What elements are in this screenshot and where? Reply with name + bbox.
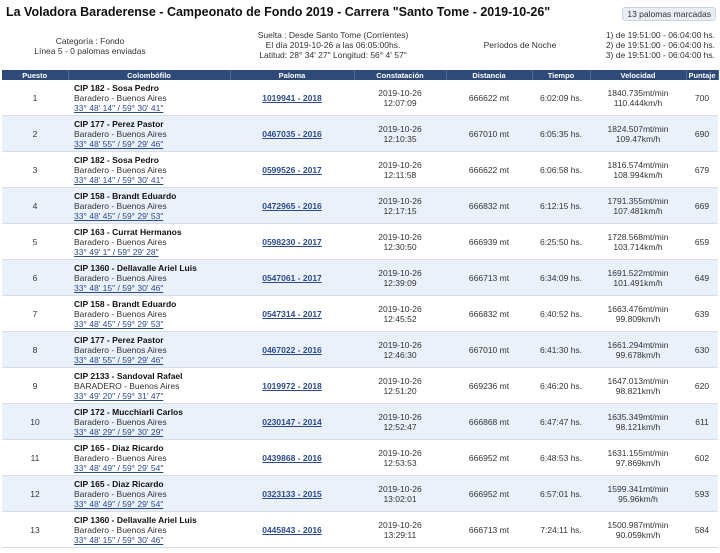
cell-puntaje: 700 xyxy=(686,80,718,116)
cell-constatacion xyxy=(354,224,446,260)
cell-puntaje: 630 xyxy=(686,332,718,368)
pigeon-link[interactable]: 0472965 - 2016 xyxy=(262,200,322,211)
fancier-location: Baradero - Buenos Aires xyxy=(74,92,167,103)
cell-paloma xyxy=(230,224,354,260)
cell-constatacion xyxy=(354,476,446,512)
night-period: 2) de 19:51:00 - 06:04:00 hs. xyxy=(605,40,715,50)
arrival-time: 12:07:09 xyxy=(383,97,417,108)
pigeon-link[interactable]: 1019972 - 2018 xyxy=(262,380,322,391)
arrival-time: 12:30:50 xyxy=(383,241,417,252)
cell-puntaje: 620 xyxy=(686,368,718,404)
speed-km-h: 109.47km/h xyxy=(615,133,661,144)
cell-velocidad xyxy=(590,188,686,224)
fancier-location: Baradero - Buenos Aires xyxy=(74,452,167,463)
cell-colombofilo xyxy=(68,188,230,224)
release-info xyxy=(248,30,418,60)
cell-puesto: 12 xyxy=(2,476,68,512)
arrival-time: 12:39:09 xyxy=(383,277,417,288)
night-periods xyxy=(585,30,715,60)
fancier-name: CIP 182 - Sosa Pedro xyxy=(74,154,159,165)
cell-puntaje: 669 xyxy=(686,188,718,224)
cell-constatacion xyxy=(354,368,446,404)
cell-constatacion xyxy=(354,188,446,224)
fancier-location: Baradero - Buenos Aires xyxy=(74,200,167,211)
pigeon-link[interactable]: 0467022 - 2016 xyxy=(262,344,322,355)
fancier-coords-link[interactable]: 33° 48' 15" / 59° 30' 46" xyxy=(74,534,164,545)
cell-colombofilo xyxy=(68,80,230,116)
cell-colombofilo xyxy=(68,224,230,260)
arrival-time: 12:17:15 xyxy=(383,205,417,216)
marked-count-badge[interactable]: 13 palomas marcadas xyxy=(622,7,716,21)
fancier-coords-link[interactable]: 33° 48' 45" / 59° 29' 53" xyxy=(74,318,164,329)
speed-km-h: 98.121km/h xyxy=(615,421,661,432)
cell-distancia: 666622 mt xyxy=(446,80,532,116)
cell-tiempo: 7:24:11 hs. xyxy=(532,512,590,548)
table-row xyxy=(2,476,718,512)
arrival-date: 2019-10-26 xyxy=(378,87,422,98)
speed-km-h: 110.444km/h xyxy=(613,97,663,108)
fancier-coords-link[interactable]: 33° 48' 55" / 59° 29' 46" xyxy=(74,138,164,149)
fancier-location: Baradero - Buenos Aires xyxy=(74,128,167,139)
arrival-time: 12:46:30 xyxy=(383,349,417,360)
cell-paloma xyxy=(230,332,354,368)
cell-colombofilo xyxy=(68,332,230,368)
cell-puesto: 3 xyxy=(2,152,68,188)
col-header-tiempo[interactable]: Tiempo xyxy=(532,70,590,80)
table-row xyxy=(2,152,718,188)
col-header-puesto[interactable]: Puesto xyxy=(2,70,68,80)
arrival-date: 2019-10-26 xyxy=(378,447,422,458)
cell-velocidad xyxy=(590,296,686,332)
cell-distancia: 666868 mt xyxy=(446,404,532,440)
cell-distancia: 666622 mt xyxy=(446,152,532,188)
table-row xyxy=(2,260,718,296)
release-place: Suelta : Desde Santo Tome (Corrientes) xyxy=(257,30,409,40)
page-title: La Voladora Baraderense - Campeonato de Fondo 2019 - Carrera "Santo Tome - 2019-10-26" xyxy=(6,5,551,19)
fancier-location: Baradero - Buenos Aires xyxy=(74,236,167,247)
arrival-date: 2019-10-26 xyxy=(378,231,422,242)
cell-paloma xyxy=(230,404,354,440)
cell-puesto: 6 xyxy=(2,260,68,296)
cell-paloma xyxy=(230,188,354,224)
arrival-time: 12:45:52 xyxy=(383,313,417,324)
speed-mt-min: 1631.155mt/min xyxy=(607,447,669,458)
arrival-time: 13:29:11 xyxy=(383,529,417,540)
cell-puntaje: 584 xyxy=(686,512,718,548)
col-header-distancia[interactable]: Distancia xyxy=(446,70,532,80)
cell-velocidad xyxy=(590,512,686,548)
arrival-date: 2019-10-26 xyxy=(378,159,422,170)
fancier-coords-link[interactable]: 33° 48' 14" / 59° 30' 41" xyxy=(74,102,164,113)
cell-colombofilo xyxy=(68,404,230,440)
arrival-date: 2019-10-26 xyxy=(378,375,422,386)
cell-colombofilo xyxy=(68,116,230,152)
table-row xyxy=(2,404,718,440)
cell-puesto: 7 xyxy=(2,296,68,332)
category-label: Categoría : Fondo xyxy=(55,36,125,46)
speed-mt-min: 1728.568mt/min xyxy=(607,231,669,242)
arrival-date: 2019-10-26 xyxy=(378,339,422,350)
cell-tiempo: 6:40:52 hs. xyxy=(532,296,590,332)
fancier-location: Baradero - Buenos Aires xyxy=(74,272,167,283)
fancier-name: CIP 177 - Perez Pastor xyxy=(74,334,164,345)
cell-velocidad xyxy=(590,368,686,404)
cell-tiempo: 6:34:09 hs. xyxy=(532,260,590,296)
cell-distancia: 666832 mt xyxy=(446,296,532,332)
pigeon-link[interactable]: 1019941 - 2018 xyxy=(262,92,322,103)
cell-paloma xyxy=(230,512,354,548)
arrival-time: 13:02:01 xyxy=(383,493,417,504)
night-period: 1) de 19:51:00 - 06:04:00 hs. xyxy=(605,30,715,40)
night-periods-label: Períodos de Noche xyxy=(483,40,557,50)
arrival-date: 2019-10-26 xyxy=(378,411,422,422)
cell-constatacion xyxy=(354,512,446,548)
cell-tiempo: 6:25:50 hs. xyxy=(532,224,590,260)
cell-distancia: 666939 mt xyxy=(446,224,532,260)
fancier-name: CIP 158 - Brandt Eduardo xyxy=(74,190,177,201)
cell-puesto: 13 xyxy=(2,512,68,548)
pigeon-link[interactable]: 0598230 - 2017 xyxy=(262,236,322,247)
pigeon-link[interactable]: 0323133 - 2015 xyxy=(262,488,322,499)
cell-colombofilo xyxy=(68,152,230,188)
fancier-location: Baradero - Buenos Aires xyxy=(74,416,167,427)
results-table xyxy=(2,70,719,548)
night-period: 3) de 19:51:00 - 06:04:00 hs. xyxy=(605,50,715,60)
cell-puesto: 2 xyxy=(2,116,68,152)
pigeon-link[interactable]: 0599526 - 2017 xyxy=(262,164,322,175)
table-header-row xyxy=(2,70,718,80)
arrival-date: 2019-10-26 xyxy=(378,195,422,206)
cell-paloma xyxy=(230,260,354,296)
col-header-constatacion[interactable]: Constatación xyxy=(354,70,446,80)
speed-km-h: 108.994km/h xyxy=(613,169,663,180)
cell-paloma xyxy=(230,368,354,404)
fancier-name: CIP 165 - Diaz Ricardo xyxy=(74,442,164,453)
fancier-location: Baradero - Buenos Aires xyxy=(74,524,167,535)
speed-mt-min: 1816.574mt/min xyxy=(607,159,669,170)
cell-colombofilo xyxy=(68,476,230,512)
col-header-colombofilo[interactable]: Colombófilo xyxy=(68,70,230,80)
pigeon-link[interactable]: 0467035 - 2016 xyxy=(262,128,322,139)
cell-puntaje: 602 xyxy=(686,440,718,476)
cell-tiempo: 6:48:53 hs. xyxy=(532,440,590,476)
speed-km-h: 98.821km/h xyxy=(615,385,661,396)
cell-paloma xyxy=(230,152,354,188)
speed-km-h: 103.714km/h xyxy=(613,241,663,252)
cell-puntaje: 593 xyxy=(686,476,718,512)
col-header-velocidad[interactable]: Velocidad xyxy=(590,70,686,80)
speed-km-h: 101.491km/h xyxy=(613,277,663,288)
table-row xyxy=(2,116,718,152)
cell-colombofilo xyxy=(68,296,230,332)
arrival-date: 2019-10-26 xyxy=(378,267,422,278)
cell-colombofilo xyxy=(68,512,230,548)
release-date: El día 2019-10-26 a las 06:05:00hs. xyxy=(265,40,401,50)
speed-km-h: 97.869km/h xyxy=(615,457,661,468)
cell-velocidad xyxy=(590,152,686,188)
fancier-name: CIP 163 - Currat Hermanos xyxy=(74,226,182,237)
fancier-name: CIP 165 - Diaz Ricardo xyxy=(74,478,164,489)
cell-distancia: 669236 mt xyxy=(446,368,532,404)
col-header-puntaje[interactable]: Puntaje xyxy=(686,70,718,80)
speed-mt-min: 1824.507mt/min xyxy=(607,123,669,134)
table-row xyxy=(2,512,718,548)
fancier-name: CIP 1360 - Dellavalle Ariel Luis xyxy=(74,514,197,525)
cell-distancia: 666832 mt xyxy=(446,188,532,224)
arrival-time: 12:11:58 xyxy=(383,169,417,180)
pigeon-link[interactable]: 0439868 - 2016 xyxy=(262,452,322,463)
pigeon-link[interactable]: 0445843 - 2016 xyxy=(262,524,322,535)
cell-puesto: 11 xyxy=(2,440,68,476)
cell-puntaje: 611 xyxy=(686,404,718,440)
cell-puesto: 10 xyxy=(2,404,68,440)
pigeon-link[interactable]: 0230147 - 2014 xyxy=(262,416,322,427)
speed-mt-min: 1635.349mt/min xyxy=(607,411,669,422)
cell-distancia: 666952 mt xyxy=(446,476,532,512)
cell-distancia: 666952 mt xyxy=(446,440,532,476)
table-row xyxy=(2,368,718,404)
table-row xyxy=(2,224,718,260)
fancier-name: CIP 158 - Brandt Eduardo xyxy=(74,298,177,309)
cell-puntaje: 690 xyxy=(686,116,718,152)
title-bar xyxy=(0,0,720,24)
cell-puesto: 4 xyxy=(2,188,68,224)
cell-distancia: 667010 mt xyxy=(446,332,532,368)
fancier-coords-link[interactable]: 33° 48' 29" / 59° 30' 29" xyxy=(74,426,164,437)
speed-mt-min: 1599.341mt/min xyxy=(607,483,669,494)
line-label: Línea 5 - 0 palomas enviadas xyxy=(34,46,146,56)
release-coords: Latitud: 28° 34' 27" Longitud: 56° 4' 57" xyxy=(259,50,407,60)
fancier-coords-link[interactable]: 33° 49' 1" / 59° 29' 28" xyxy=(74,246,159,257)
arrival-date: 2019-10-26 xyxy=(378,483,422,494)
fancier-name: CIP 1360 - Dellavalle Ariel Luis xyxy=(74,262,197,273)
cell-colombofilo xyxy=(68,440,230,476)
fancier-location: Baradero - Buenos Aires xyxy=(74,344,167,355)
fancier-coords-link[interactable]: 33° 48' 15" / 59° 30' 46" xyxy=(74,282,164,293)
fancier-coords-link[interactable]: 33° 48' 49" / 59° 29' 54" xyxy=(74,462,164,473)
cell-paloma xyxy=(230,440,354,476)
table-row xyxy=(2,80,718,116)
cell-paloma xyxy=(230,476,354,512)
fancier-location: Baradero - Buenos Aires xyxy=(74,164,167,175)
cell-velocidad xyxy=(590,116,686,152)
cell-constatacion xyxy=(354,332,446,368)
cell-velocidad xyxy=(590,404,686,440)
cell-puntaje: 659 xyxy=(686,224,718,260)
cell-velocidad xyxy=(590,224,686,260)
speed-mt-min: 1791.355mt/min xyxy=(607,195,669,206)
cell-tiempo: 6:05:35 hs. xyxy=(532,116,590,152)
arrival-date: 2019-10-26 xyxy=(378,303,422,314)
cell-velocidad xyxy=(590,476,686,512)
speed-km-h: 99.678km/h xyxy=(615,349,661,360)
arrival-time: 12:51:20 xyxy=(383,385,417,396)
race-info xyxy=(0,24,720,70)
speed-mt-min: 1500.987mt/min xyxy=(607,519,669,530)
fancier-location: Baradero - Buenos Aires xyxy=(74,488,167,499)
cell-velocidad xyxy=(590,440,686,476)
cell-tiempo: 6:02:09 hs. xyxy=(532,80,590,116)
fancier-name: CIP 172 - Mucchiarli Carlos xyxy=(74,406,183,417)
cell-constatacion xyxy=(354,260,446,296)
fancier-coords-link[interactable]: 33° 48' 14" / 59° 30' 41" xyxy=(74,174,164,185)
category-info xyxy=(0,36,180,56)
fancier-location: BARADERO - Buenos Aires xyxy=(74,380,180,391)
cell-velocidad xyxy=(590,260,686,296)
cell-tiempo: 6:57:01 hs. xyxy=(532,476,590,512)
speed-mt-min: 1647.013mt/min xyxy=(607,375,669,386)
fancier-coords-link[interactable]: 33° 48' 55" / 59° 29' 46" xyxy=(74,354,164,365)
cell-constatacion xyxy=(354,116,446,152)
cell-tiempo: 6:47:47 hs. xyxy=(532,404,590,440)
cell-puesto: 9 xyxy=(2,368,68,404)
table-row xyxy=(2,296,718,332)
fancier-location: Baradero - Buenos Aires xyxy=(74,308,167,319)
cell-distancia: 667010 mt xyxy=(446,116,532,152)
speed-mt-min: 1840.735mt/min xyxy=(607,87,669,98)
table-row xyxy=(2,440,718,476)
cell-puesto: 5 xyxy=(2,224,68,260)
cell-constatacion xyxy=(354,80,446,116)
arrival-date: 2019-10-26 xyxy=(378,519,422,530)
cell-paloma xyxy=(230,116,354,152)
cell-paloma xyxy=(230,80,354,116)
cell-tiempo: 6:12:15 hs. xyxy=(532,188,590,224)
cell-constatacion xyxy=(354,152,446,188)
fancier-coords-link[interactable]: 33° 49' 20" / 59° 31' 47" xyxy=(74,390,164,401)
arrival-time: 12:53:53 xyxy=(383,457,417,468)
table-row xyxy=(2,188,718,224)
arrival-time: 12:10:35 xyxy=(383,133,417,144)
speed-mt-min: 1661.294mt/min xyxy=(607,339,669,350)
fancier-coords-link[interactable]: 33° 48' 49" / 59° 29' 54" xyxy=(74,498,164,509)
cell-tiempo: 6:41:30 hs. xyxy=(532,332,590,368)
speed-mt-min: 1691.522mt/min xyxy=(607,267,669,278)
cell-constatacion xyxy=(354,404,446,440)
table-row xyxy=(2,332,718,368)
pigeon-link[interactable]: 0547314 - 2017 xyxy=(262,308,322,319)
pigeon-link[interactable]: 0547061 - 2017 xyxy=(262,272,322,283)
cell-paloma xyxy=(230,296,354,332)
speed-km-h: 90.059km/h xyxy=(615,529,661,540)
arrival-time: 12:52:47 xyxy=(383,421,417,432)
cell-distancia: 666713 mt xyxy=(446,260,532,296)
speed-km-h: 107.481km/h xyxy=(613,205,663,216)
cell-tiempo: 6:06:58 hs. xyxy=(532,152,590,188)
fancier-name: CIP 2133 - Sandoval Rafael xyxy=(74,370,183,381)
cell-distancia: 666713 mt xyxy=(446,512,532,548)
fancier-coords-link[interactable]: 33° 48' 45" / 59° 29' 53" xyxy=(74,210,164,221)
speed-km-h: 95.96km/h xyxy=(618,493,658,504)
cell-puntaje: 679 xyxy=(686,152,718,188)
fancier-name: CIP 177 - Perez Pastor xyxy=(74,118,164,129)
cell-velocidad xyxy=(590,80,686,116)
speed-mt-min: 1663.476mt/min xyxy=(607,303,669,314)
fancier-name: CIP 182 - Sosa Pedro xyxy=(74,82,159,93)
cell-constatacion xyxy=(354,296,446,332)
speed-km-h: 99.809km/h xyxy=(615,313,661,324)
cell-puesto: 8 xyxy=(2,332,68,368)
cell-colombofilo xyxy=(68,260,230,296)
arrival-date: 2019-10-26 xyxy=(378,123,422,134)
cell-puesto: 1 xyxy=(2,80,68,116)
cell-velocidad xyxy=(590,332,686,368)
cell-constatacion xyxy=(354,440,446,476)
cell-tiempo: 6:46:20 hs. xyxy=(532,368,590,404)
cell-colombofilo xyxy=(68,368,230,404)
col-header-paloma[interactable]: Paloma xyxy=(230,70,354,80)
cell-puntaje: 639 xyxy=(686,296,718,332)
cell-puntaje: 649 xyxy=(686,260,718,296)
